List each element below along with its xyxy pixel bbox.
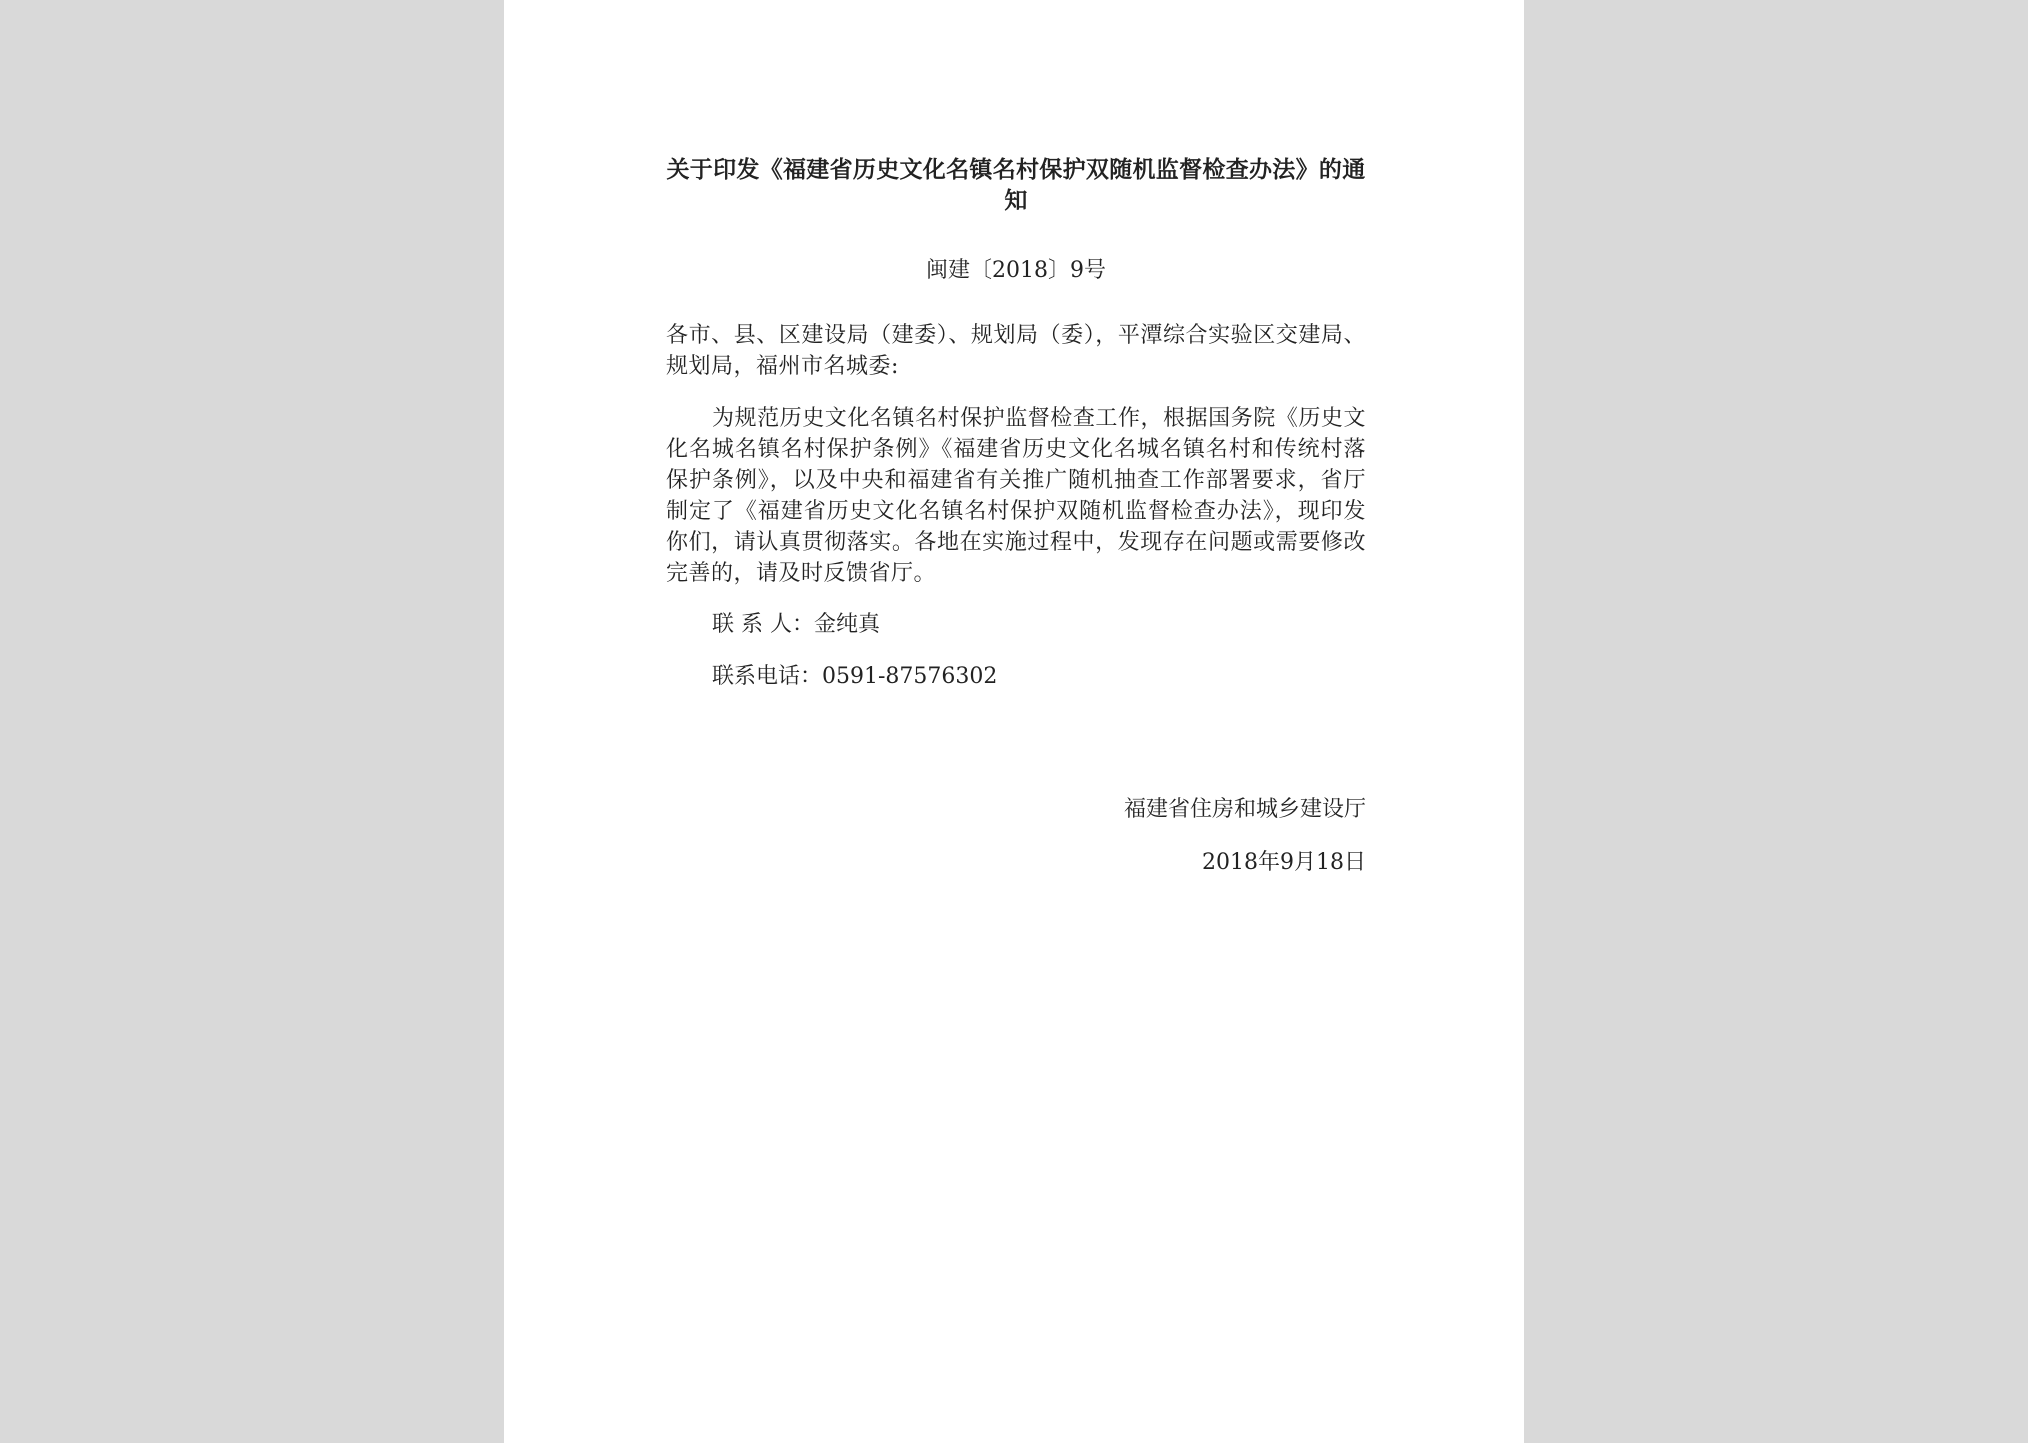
document-number: 闽建〔2018〕9号 [926, 258, 1106, 283]
issuing-authority: 福建省住房和城乡建设厅 [1123, 797, 1366, 822]
issue-date: 2018年9月18日 [1202, 850, 1366, 875]
contact-person: 联 系 人：金纯真 [712, 612, 880, 637]
addressee-paragraph: 各市、县、区建设局（建委）、规划局（委），平潭综合实验区交建局、规划局，福州市名城委: [666, 323, 1366, 379]
document-page [504, 0, 1524, 1443]
contact-phone: 联系电话：0591-87576302 [712, 664, 998, 689]
document-title: 关于印发《福建省历史文化名镇名村保护双随机监督检查办法》的通知 [666, 157, 1366, 214]
body-paragraph: 为规范历史文化名镇名村保护监督检查工作，根据国务院《历史文化名城名镇名村保护条例》《福建省历史文化名城名镇名村和传统村落保护条例》，以及中央和福建省有关推广随机抽查工作部署要求，省厅制定了《福建省历史文化名镇名村保护双随机监督检查办法》，现印发你们，请认真贯彻落实。各地在实施过程中，发现存在问题或需要修改完善的，请及时反馈省厅。 [666, 406, 1366, 586]
